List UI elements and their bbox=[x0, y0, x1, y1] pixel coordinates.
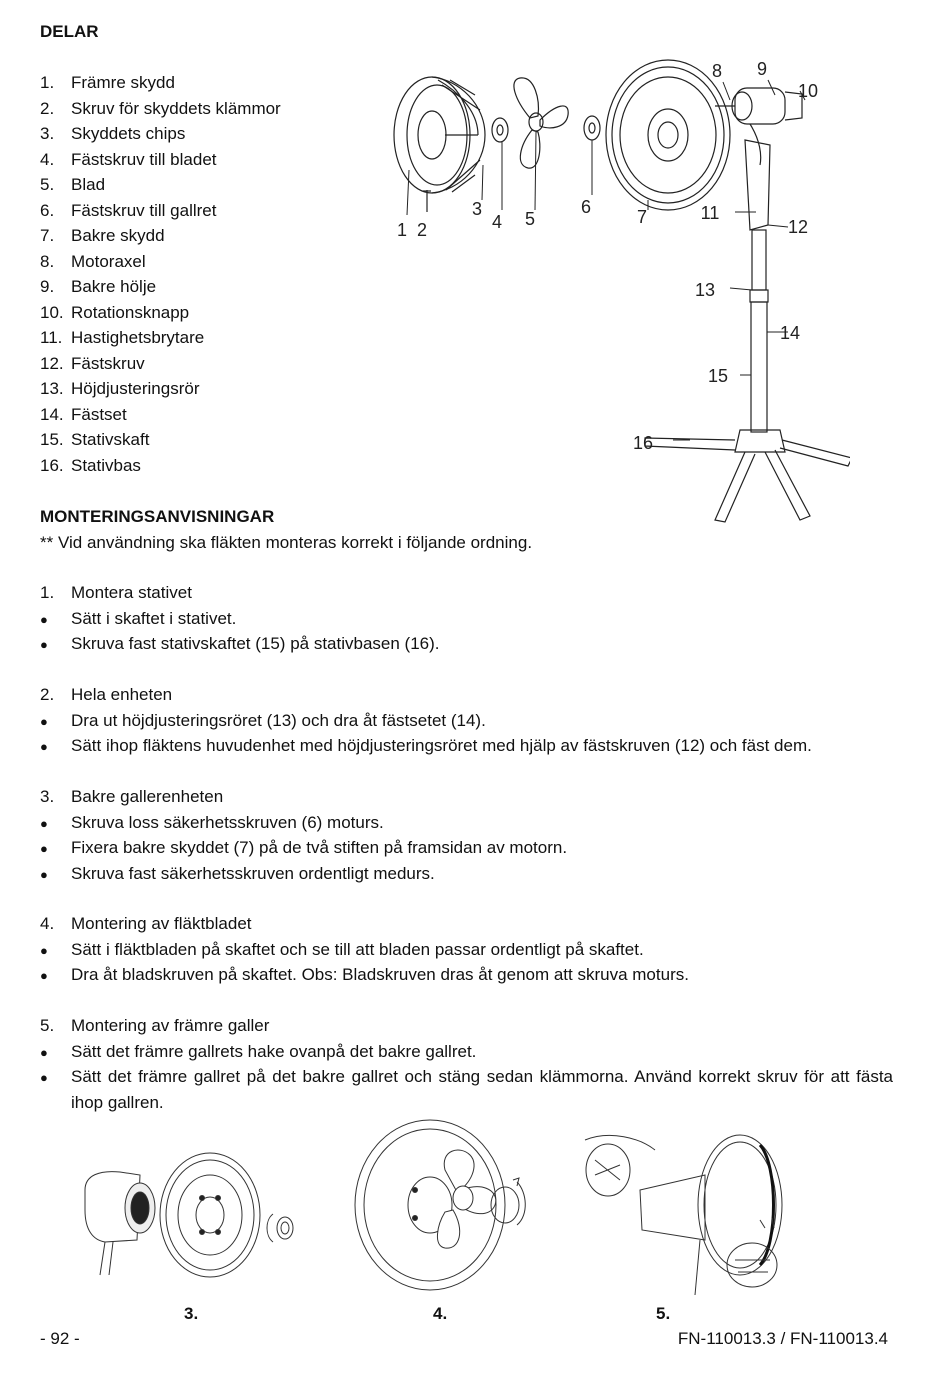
blade-hub-drawing bbox=[492, 118, 508, 142]
diagram-callout: 1 bbox=[396, 220, 408, 240]
figure-5-front-grill bbox=[580, 1120, 810, 1305]
step-number: 5. bbox=[40, 1016, 55, 1035]
parts-item-number: 4. bbox=[40, 149, 55, 169]
parts-item-number: 1. bbox=[40, 73, 55, 92]
step-number: 3. bbox=[40, 787, 55, 806]
assembly-note: ** Vid användning ska fläkten monteras korrekt i följande ordning. bbox=[40, 533, 533, 552]
parts-item-label: Bakre hölje bbox=[71, 277, 157, 296]
parts-heading: DELAR bbox=[40, 22, 99, 41]
parts-item-number: 5. bbox=[40, 175, 55, 194]
grill-screw-drawing bbox=[584, 116, 600, 140]
parts-item-number: 16. bbox=[40, 455, 64, 475]
model-number: FN-110013.3 / FN-110013.4 bbox=[677, 1329, 888, 1348]
parts-item-label: Fästskruv bbox=[71, 353, 145, 373]
parts-item-label: Främre skydd bbox=[71, 73, 175, 92]
step-number: 1. bbox=[40, 583, 55, 602]
figure-caption-5: 5. bbox=[656, 1304, 671, 1323]
figure-4-blade bbox=[345, 1110, 545, 1300]
bullet-symbol: ● bbox=[40, 866, 48, 882]
diagram-callout: 5 bbox=[524, 209, 536, 229]
blade-drawing bbox=[514, 78, 568, 168]
parts-item-number: 15. bbox=[40, 430, 64, 449]
parts-item-number: 6. bbox=[40, 200, 55, 220]
parts-item-number: 8. bbox=[40, 251, 55, 271]
parts-item-label: Skyddets chips bbox=[71, 124, 186, 143]
parts-item-number: 3. bbox=[40, 124, 55, 143]
step-bullet-text: Sätt i skaftet i stativet. bbox=[71, 608, 237, 628]
fan-pole-drawing bbox=[735, 140, 785, 452]
figure-caption-4: 4. bbox=[433, 1304, 448, 1323]
parts-item-label: Fästskruv till bladet bbox=[71, 149, 217, 169]
diagram-callout: 8 bbox=[711, 61, 723, 81]
parts-item-label: Stativbas bbox=[71, 455, 141, 475]
parts-item-label: Bakre skydd bbox=[71, 226, 165, 245]
bullet-symbol: ● bbox=[40, 815, 48, 831]
parts-item-label: Skruv för skyddets klämmor bbox=[71, 98, 281, 118]
step-bullet-text: Sätt ihop fläktens huvudenhet med höjdjusteringsröret med hjälp av fästskruven (12) och fäst dem. bbox=[71, 736, 812, 755]
step-bullet-text: Sätt det främre gallret på det bakre gallret och stäng sedan klämmorna. Använd korrekt skruv för att fästa ihop gallren. bbox=[71, 1067, 893, 1112]
parts-item-label: Fästskruv till gallret bbox=[71, 200, 217, 220]
step-bullet-text: Skruva fast stativskaftet (15) på stativbasen (16). bbox=[71, 634, 440, 653]
step-number: 2. bbox=[40, 685, 55, 704]
diagram-callout: 12 bbox=[787, 217, 809, 237]
step-bullet-text: Dra ut höjdjusteringsröret (13) och dra åt fästsetet (14). bbox=[71, 710, 486, 730]
bullet-symbol: ● bbox=[40, 739, 48, 754]
parts-item-number: 12. bbox=[40, 353, 64, 373]
bullet-symbol: ● bbox=[40, 1070, 48, 1085]
step-bullet-text: Skruva loss säkerhetsskruven (6) moturs. bbox=[71, 812, 384, 832]
page-number: - 92 - bbox=[40, 1329, 80, 1348]
fan-exploded-diagram bbox=[390, 50, 850, 530]
bullet-symbol: ● bbox=[40, 713, 48, 729]
diagram-callout: 10 bbox=[797, 81, 819, 101]
figure-caption-3: 3. bbox=[184, 1304, 199, 1323]
parts-item-label: Hastighetsbrytare bbox=[71, 328, 205, 347]
bullet-symbol: ● bbox=[40, 942, 48, 958]
figure-3-rear-grill bbox=[75, 1150, 305, 1310]
parts-item-number: 10. bbox=[40, 302, 64, 322]
rear-guard-drawing bbox=[606, 60, 730, 210]
diagram-callout: 4 bbox=[491, 212, 503, 232]
step-bullet-text: Sätt det främre gallrets hake ovanpå det bakre gallret. bbox=[71, 1041, 477, 1061]
step-bullet-text: Dra åt bladskruven på skaftet. Obs: Bladskruven dras åt genom att skruva moturs. bbox=[71, 965, 689, 984]
step-bullet-text: Fixera bakre skyddet (7) på de två stiften på framsidan av motorn. bbox=[71, 838, 568, 857]
diagram-callout: 7 bbox=[636, 207, 648, 227]
step-title: Montera stativet bbox=[71, 583, 192, 602]
parts-item-label: Motoraxel bbox=[71, 251, 146, 271]
step-bullet-text: Sätt i fläktbladen på skaftet och se till att bladen passar ordentligt på skaftet. bbox=[71, 939, 644, 959]
parts-item-label: Höjdjusteringsrör bbox=[71, 379, 200, 398]
diagram-callout: 9 bbox=[756, 59, 768, 79]
parts-item-label: Blad bbox=[71, 175, 106, 194]
parts-item-number: 2. bbox=[40, 98, 55, 118]
step-title: Bakre gallerenheten bbox=[71, 787, 224, 806]
diagram-callout: 16 bbox=[632, 433, 654, 453]
step-title: Montering av fläktbladet bbox=[71, 914, 252, 933]
diagram-callout: 6 bbox=[580, 197, 592, 217]
bullet-symbol: ● bbox=[40, 841, 48, 856]
parts-item-number: 9. bbox=[40, 277, 55, 296]
bullet-symbol: ● bbox=[40, 968, 48, 983]
bullet-symbol: ● bbox=[40, 1044, 48, 1060]
step-title: Hela enheten bbox=[71, 685, 173, 704]
parts-item-label: Rotationsknapp bbox=[71, 302, 190, 322]
assembly-heading: MONTERINGSANVISNINGAR bbox=[40, 507, 275, 526]
bullet-symbol: ● bbox=[40, 611, 48, 627]
parts-item-number: 11. bbox=[40, 328, 63, 347]
diagram-callout: 15 bbox=[707, 366, 729, 386]
parts-item-number: 14. bbox=[40, 404, 64, 424]
step-number: 4. bbox=[40, 914, 55, 933]
parts-item-label: Stativskaft bbox=[71, 430, 150, 449]
step-bullet-text: Skruva fast säkerhetsskruven ordentligt medurs. bbox=[71, 863, 435, 883]
fan-base-drawing bbox=[645, 438, 850, 522]
diagram-callout: 2 bbox=[416, 220, 428, 240]
step-title: Montering av främre galler bbox=[71, 1016, 270, 1035]
diagram-callout: 14 bbox=[779, 323, 801, 343]
parts-item-number: 13. bbox=[40, 379, 64, 398]
diagram-callout: 13 bbox=[694, 280, 716, 300]
front-guard-drawing bbox=[394, 77, 485, 193]
diagram-callout: 3 bbox=[471, 199, 483, 219]
diagram-callout: 11 bbox=[700, 203, 720, 223]
bullet-symbol: ● bbox=[40, 637, 48, 652]
parts-item-number: 7. bbox=[40, 226, 55, 245]
parts-item-label: Fästset bbox=[71, 404, 127, 424]
